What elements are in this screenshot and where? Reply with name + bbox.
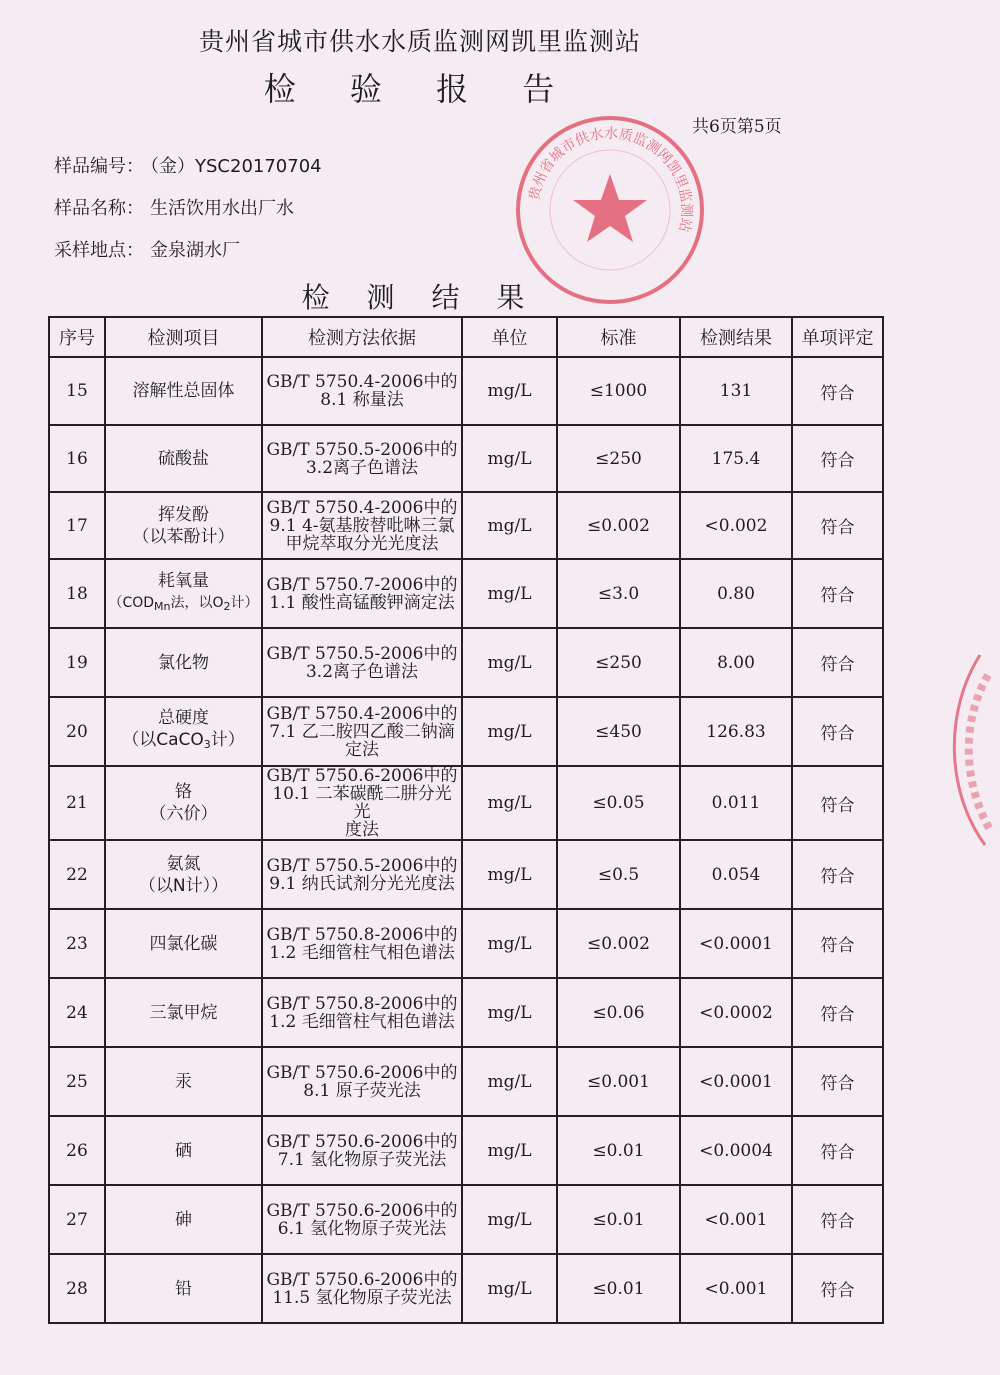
cell-evaluation: 符合 (792, 1116, 883, 1185)
cell-evaluation: 符合 (792, 492, 883, 559)
table-row (49, 628, 883, 697)
method-line-1: GB/T 5750.8-2006中的 (266, 924, 458, 945)
cell-method (262, 766, 462, 840)
cell-method (262, 697, 462, 766)
item-line-1: 挥发酚 (158, 504, 209, 525)
cell-method (262, 1254, 462, 1323)
cell-method (262, 425, 462, 492)
item-line-1: 硫酸盐 (158, 448, 209, 469)
cell-standard: ≤0.01 (557, 1116, 680, 1185)
method-line-1: GB/T 5750.6-2006中的 (266, 1269, 458, 1290)
method-line-3: 度法 (345, 820, 379, 840)
official-seal-icon (512, 112, 708, 308)
method-line-3: 定法 (345, 739, 379, 760)
cell-result: 126.83 (680, 697, 792, 766)
cell-no: 28 (49, 1254, 105, 1323)
cell-item (105, 628, 262, 697)
method-line-2: 3.2离子色谱法 (305, 457, 419, 478)
sample-location (54, 236, 240, 262)
method-line-2: 9.1 纳氏试剂分光光度法 (269, 873, 455, 894)
cell-result: 0.80 (680, 559, 792, 628)
method-line-1: GB/T 5750.5-2006中的 (266, 643, 458, 664)
cell-evaluation: 符合 (792, 559, 883, 628)
cell-evaluation: 符合 (792, 697, 883, 766)
cell-standard: ≤1000 (557, 357, 680, 425)
cell-unit: mg/L (462, 1047, 557, 1116)
item-line-1: 耗氧量 (158, 570, 209, 591)
cell-unit: mg/L (462, 492, 557, 559)
cell-unit: mg/L (462, 978, 557, 1047)
cell-no: 24 (49, 978, 105, 1047)
method-line-1: GB/T 5750.4-2006中的 (266, 372, 458, 392)
cell-no: 27 (49, 1185, 105, 1254)
table-row (49, 766, 883, 840)
method-line-1: GB/T 5750.5-2006中的 (266, 439, 458, 460)
sample-location-value: 金泉湖水厂 (150, 240, 240, 261)
table-row (49, 1254, 883, 1323)
method-line-2: 1.1 酸性高锰酸钾滴定法 (269, 592, 455, 613)
cell-item (105, 357, 262, 425)
cell-standard: ≤450 (557, 697, 680, 766)
cell-method (262, 1116, 462, 1185)
item-line-2: （以苯酚计） (132, 526, 235, 547)
cell-standard: ≤3.0 (557, 559, 680, 628)
item-line-1: 硒 (175, 1140, 192, 1161)
cell-no: 20 (49, 697, 105, 766)
cell-unit: mg/L (462, 1185, 557, 1254)
page-count: 共6页第5页 (692, 117, 782, 137)
cell-item (105, 1047, 262, 1116)
method-line-1: GB/T 5750.5-2006中的 (266, 855, 458, 876)
cell-result: 8.00 (680, 628, 792, 697)
cell-item (105, 1254, 262, 1323)
cell-no: 21 (49, 766, 105, 840)
cell-result: 175.4 (680, 425, 792, 492)
item-line-1: 总硬度 (158, 708, 209, 728)
cell-item (105, 909, 262, 978)
cell-evaluation: 符合 (792, 840, 883, 909)
cell-item (105, 840, 262, 909)
method-line-1: GB/T 5750.7-2006中的 (266, 574, 458, 595)
cell-item (105, 766, 262, 840)
cell-method (262, 909, 462, 978)
table-row (49, 559, 883, 628)
sample-name-value: 生活饮用水出厂水 (150, 198, 294, 219)
table-row (49, 697, 883, 766)
method-line-1: GB/T 5750.6-2006中的 (266, 766, 458, 786)
cell-evaluation: 符合 (792, 425, 883, 492)
cell-unit: mg/L (462, 1116, 557, 1185)
header-item: 检测项目 (105, 317, 262, 357)
cell-method (262, 1047, 462, 1116)
table-row (49, 909, 883, 978)
cell-result: <0.0001 (680, 1047, 792, 1116)
cell-evaluation: 符合 (792, 1185, 883, 1254)
cell-unit: mg/L (462, 697, 557, 766)
cell-evaluation: 符合 (792, 978, 883, 1047)
cell-evaluation: 符合 (792, 909, 883, 978)
item-line-2: （以N计）） (138, 875, 229, 896)
method-line-2: 1.2 毛细管柱气相色谱法 (269, 942, 455, 963)
cell-method (262, 628, 462, 697)
method-line-2: 3.2离子色谱法 (305, 661, 419, 682)
method-line-1: GB/T 5750.6-2006中的 (266, 1200, 458, 1221)
cell-standard: ≤0.01 (557, 1185, 680, 1254)
method-line-2: 11.5 氢化物原子荧光法 (272, 1287, 452, 1308)
cell-no: 26 (49, 1116, 105, 1185)
item-line-2: （$COD_{Mn}$法，以$O_2$计） (108, 594, 259, 613)
cell-evaluation: 符合 (792, 1047, 883, 1116)
item-line-1: 氨氮 (166, 853, 201, 874)
sample-name-label: 样品名称： (54, 198, 144, 219)
cell-item (105, 1185, 262, 1254)
cell-method (262, 978, 462, 1047)
cell-method (262, 492, 462, 559)
cell-evaluation: 符合 (792, 1254, 883, 1323)
cell-item (105, 492, 262, 559)
method-line-1: GB/T 5750.8-2006中的 (266, 993, 458, 1014)
cell-item (105, 559, 262, 628)
method-line-3: 甲烷萃取分光光度法 (285, 533, 439, 554)
cell-no: 19 (49, 628, 105, 697)
header-method: 检测方法依据 (262, 317, 462, 357)
results-table (48, 316, 884, 1324)
cell-result: <0.001 (680, 1254, 792, 1323)
cell-evaluation: 符合 (792, 766, 883, 840)
cell-no: 15 (49, 357, 105, 425)
header-standard: 标准 (557, 317, 680, 357)
method-line-2: 7.1 乙二胺四乙酸二钠滴 (269, 721, 455, 742)
table-row (49, 1047, 883, 1116)
method-line-1: GB/T 5750.4-2006中的 (266, 703, 458, 724)
header-no: 序号 (49, 317, 105, 357)
cell-result: 131 (680, 357, 792, 425)
cell-no: 25 (49, 1047, 105, 1116)
cell-item (105, 1116, 262, 1185)
method-line-1: GB/T 5750.6-2006中的 (266, 1131, 458, 1152)
header-evaluation: 单项评定 (792, 317, 883, 357)
cell-result: <0.0004 (680, 1116, 792, 1185)
cell-standard: ≤0.05 (557, 766, 680, 840)
cell-result: 0.054 (680, 840, 792, 909)
table-row (49, 1185, 883, 1254)
method-line-1: GB/T 5750.4-2006中的 (266, 497, 458, 518)
sample-location-label: 采样地点： (54, 240, 144, 261)
table-row (49, 492, 883, 559)
item-line-2: （六价） (149, 804, 218, 824)
cell-standard: ≤250 (557, 628, 680, 697)
cell-result: <0.001 (680, 1185, 792, 1254)
cell-standard: ≤0.002 (557, 909, 680, 978)
table-row (49, 978, 883, 1047)
results-title: 检 测 结 果 (301, 281, 539, 314)
cell-no: 23 (49, 909, 105, 978)
cell-unit: mg/L (462, 425, 557, 492)
cell-method (262, 840, 462, 909)
cell-evaluation: 符合 (792, 357, 883, 425)
table-row (49, 357, 883, 425)
cell-standard: ≤0.06 (557, 978, 680, 1047)
cell-unit: mg/L (462, 909, 557, 978)
cell-result: 0.011 (680, 766, 792, 840)
partial-seal-icon (940, 650, 1000, 850)
header-result: 检测结果 (680, 317, 792, 357)
item-line-1: 汞 (175, 1071, 192, 1092)
cell-item (105, 978, 262, 1047)
report-title: 检 验 报 告 (263, 70, 577, 108)
cell-unit: mg/L (462, 628, 557, 697)
cell-method (262, 559, 462, 628)
cell-no: 18 (49, 559, 105, 628)
cell-unit: mg/L (462, 766, 557, 840)
seal-text: 贵州省城市供水水质监测网凯里监测站 (526, 125, 695, 234)
method-line-2: 9.1 4-氨基胺替吡啉三氯 (269, 515, 455, 536)
cell-standard: ≤0.5 (557, 840, 680, 909)
item-line-2: （以CaCO$_3$计） (122, 730, 245, 751)
sample-name (54, 194, 294, 220)
cell-result: <0.0001 (680, 909, 792, 978)
method-line-2: 8.1 称量法 (320, 390, 404, 410)
item-line-1: 铅 (175, 1278, 192, 1299)
cell-no: 22 (49, 840, 105, 909)
header-unit: 单位 (462, 317, 557, 357)
cell-unit: mg/L (462, 559, 557, 628)
cell-unit: mg/L (462, 1254, 557, 1323)
item-line-1: 铬 (175, 782, 192, 802)
table-row (49, 1116, 883, 1185)
table-row (49, 840, 883, 909)
cell-standard: ≤0.002 (557, 492, 680, 559)
cell-standard: ≤0.001 (557, 1047, 680, 1116)
cell-item (105, 697, 262, 766)
table-row (49, 425, 883, 492)
item-line-1: 氯化物 (158, 652, 209, 673)
method-line-2: 1.2 毛细管柱气相色谱法 (269, 1011, 455, 1032)
item-line-1: 砷 (175, 1209, 192, 1230)
item-line-1: 三氯甲烷 (149, 1002, 218, 1023)
table-header-row (49, 317, 883, 357)
item-line-1: 四氯化碳 (149, 933, 218, 954)
cell-no: 16 (49, 425, 105, 492)
sample-id-value: （金）YSC20170704 (150, 156, 322, 177)
cell-unit: mg/L (462, 357, 557, 425)
cell-item (105, 425, 262, 492)
cell-no: 17 (49, 492, 105, 559)
cell-method (262, 357, 462, 425)
method-line-2: 6.1 氢化物原子荧光法 (277, 1218, 447, 1239)
sample-id-label: 样品编号： (54, 156, 144, 177)
cell-method (262, 1185, 462, 1254)
sample-id (54, 152, 322, 178)
cell-result: <0.0002 (680, 978, 792, 1047)
item-line-1: 溶解性总固体 (132, 381, 235, 401)
cell-result: <0.002 (680, 492, 792, 559)
cell-unit: mg/L (462, 840, 557, 909)
cell-standard: ≤250 (557, 425, 680, 492)
method-line-1: GB/T 5750.6-2006中的 (266, 1062, 458, 1083)
method-line-2: 7.1 氢化物原子荧光法 (277, 1149, 447, 1170)
org-title: 贵州省城市供水水质监测网凯里监测站 (198, 27, 641, 56)
method-line-2: 10.1 二苯碳酰二肼分光光 (272, 784, 452, 822)
cell-standard: ≤0.01 (557, 1254, 680, 1323)
method-line-2: 8.1 原子荧光法 (303, 1080, 421, 1101)
cell-evaluation: 符合 (792, 628, 883, 697)
